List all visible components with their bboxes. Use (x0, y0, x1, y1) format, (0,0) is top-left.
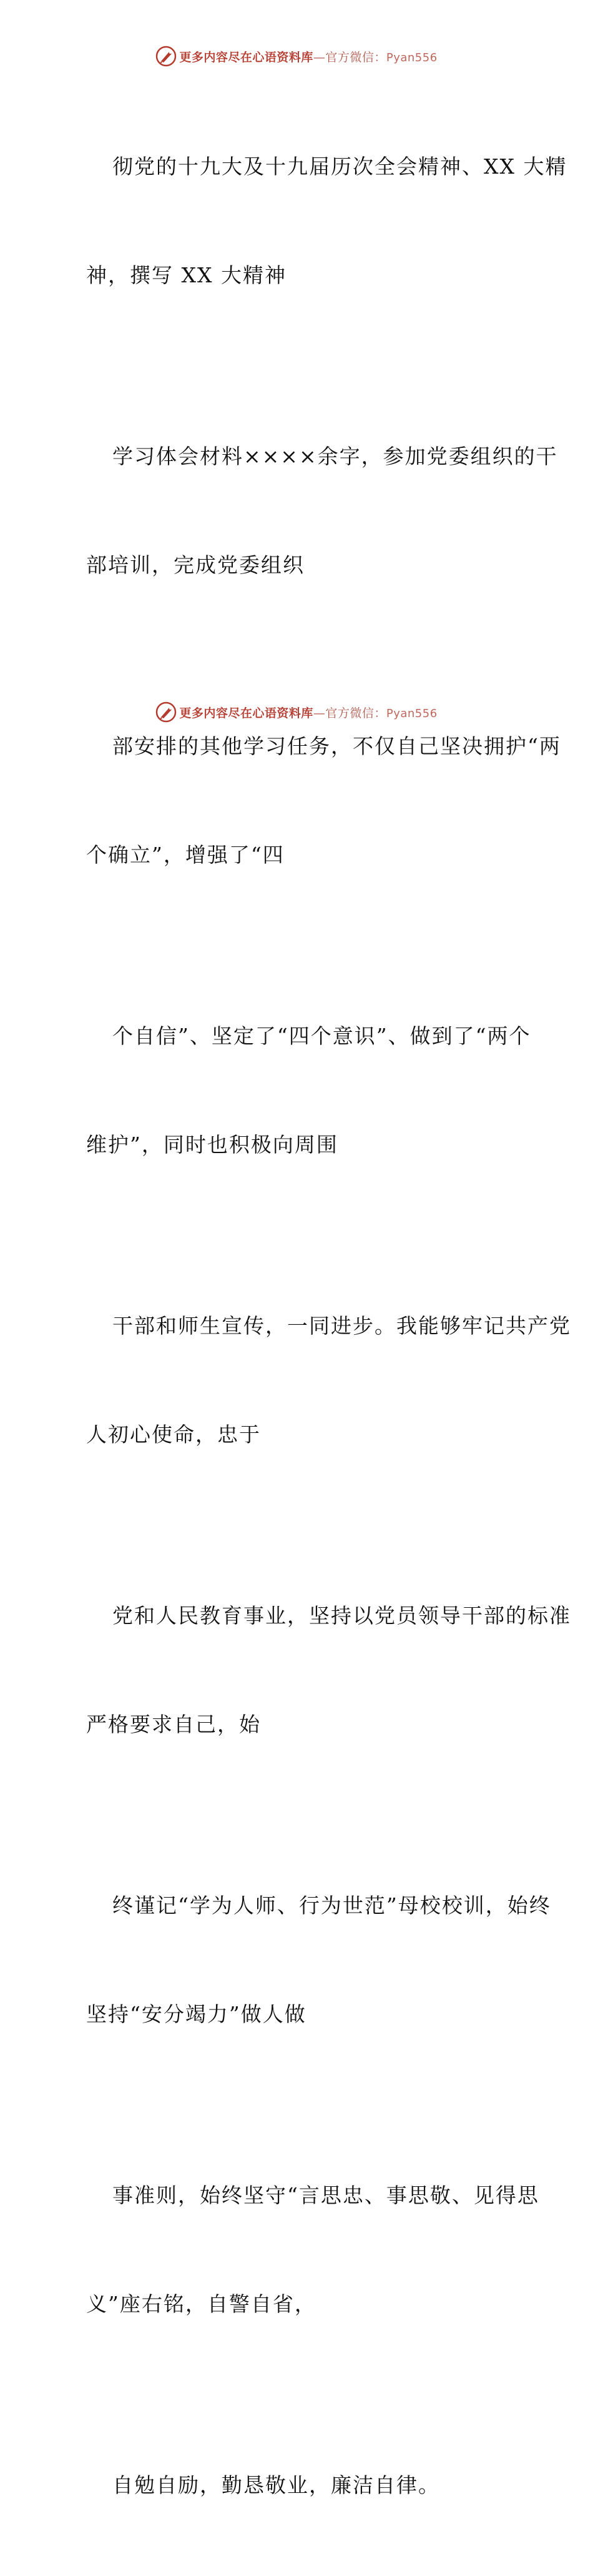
paragraph-6 (60, 1525, 571, 1815)
footer-banner-text (179, 704, 437, 721)
paragraph-line: 彻党的十九大及十九届历次全会精神、XX 大精 (112, 154, 567, 179)
paragraph-line: 维护”，同时也积极向周围 (86, 1132, 338, 1157)
paragraph-line: 干部和师生宣传，一同进步。我能够牢记共产党 (112, 1314, 571, 1338)
footer-official: 官方微信： (325, 706, 386, 720)
paragraph-line: 人初心使命，忠于 (86, 1422, 261, 1447)
paragraph-1 (60, 76, 567, 366)
paragraph-7 (60, 1815, 551, 2105)
header-separator: — (313, 50, 326, 64)
paragraph-4 (60, 946, 547, 1236)
header-wechat-id: Pyan556 (386, 51, 438, 64)
footer-wechat-id: Pyan556 (386, 706, 438, 720)
paragraph-line: 严格要求自己，始 (86, 1712, 261, 1736)
paragraph-5 (60, 1236, 571, 1525)
paragraph-line: 自勉自励，勤恳敬业，廉洁自律。 (112, 2473, 440, 2497)
header-brand: 更多内容尽在心语资料库 (179, 50, 313, 64)
paragraph-line: 事准则，始终坚守“言思忠、事思敬、见得思 (112, 2183, 539, 2207)
paragraph-line: 终谨记“学为人师、行为世范”母校校训，始终 (112, 1893, 551, 1918)
pen-logo-icon (155, 46, 177, 67)
paragraph-2 (60, 366, 558, 656)
paragraph-9 (60, 2395, 547, 2576)
paragraph-line: 个确立”，增强了“四 (86, 843, 285, 867)
pen-logo-icon (155, 701, 177, 723)
header-banner (0, 44, 593, 69)
footer-brand: 更多内容尽在心语资料库 (179, 706, 313, 720)
document-body (60, 76, 571, 2576)
paragraph-line: 神，撰写 XX 大精神 (86, 263, 287, 287)
footer-separator: — (313, 706, 326, 720)
paragraph-line: 党和人民教育事业，坚持以党员领导干部的标准 (112, 1603, 571, 1628)
paragraph-line: 部安排的其他学习任务，不仅自己坚决拥护“两 (112, 734, 561, 758)
paragraph-line: 部培训，完成党委组织 (86, 553, 305, 577)
footer-banner (0, 700, 593, 725)
paragraph-line: 义”座右铭，自警自省， (86, 2292, 316, 2316)
header-official: 官方微信： (325, 50, 386, 64)
header-banner-text (179, 48, 437, 65)
paragraph-line: 坚持“安分竭力”做人做 (86, 2002, 306, 2026)
paragraph-line: 个自信”、坚定了“四个意识”、做到了“两个 (112, 1024, 531, 1048)
paragraph-8 (60, 2105, 547, 2395)
paragraph-line: 学习体会材料××××余字，参加党委组织的干 (112, 444, 558, 468)
